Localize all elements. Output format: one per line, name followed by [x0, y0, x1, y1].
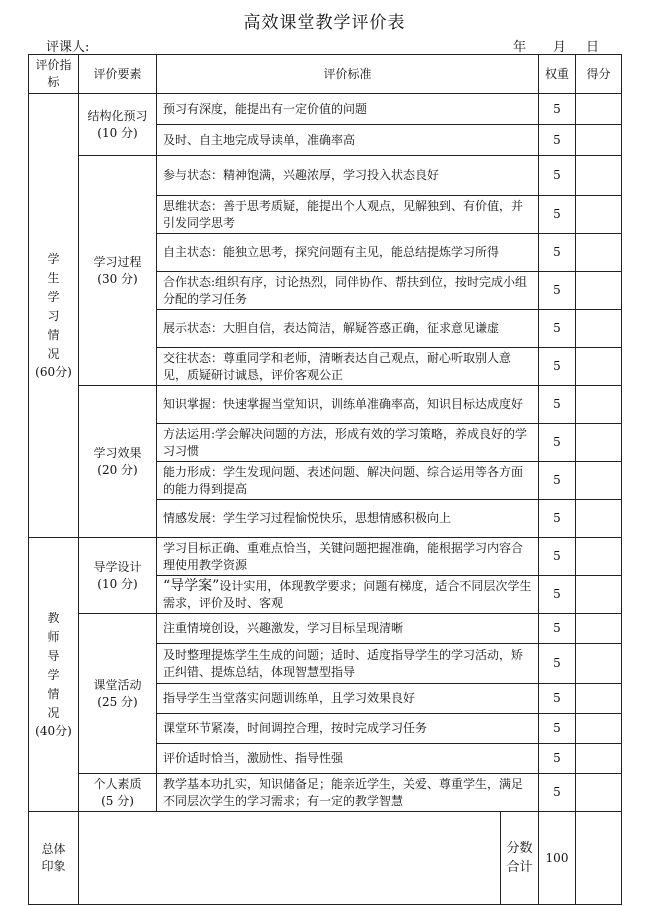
element-points: (10 分) — [97, 576, 138, 591]
footer-row — [29, 812, 622, 905]
score-cell[interactable] — [576, 424, 622, 462]
score-cell[interactable] — [576, 538, 622, 576]
element-name: 个人素质 — [93, 776, 142, 791]
standard-cell: 方法运用:学会解决问题的方法，形成有效的学习策略，养成良好的学习习惯 — [157, 424, 539, 462]
score-cell[interactable] — [576, 744, 622, 774]
score-cell[interactable] — [576, 125, 622, 156]
table-row — [29, 538, 622, 576]
element-cell — [79, 386, 157, 538]
table-row — [29, 614, 622, 644]
element-points: (20 分) — [97, 462, 138, 477]
score-cell[interactable] — [576, 614, 622, 644]
weight-cell: 5 — [539, 196, 576, 234]
weight-cell: 5 — [539, 462, 576, 500]
standard-cell: 及时、自主地完成导读单，准确率高 — [157, 125, 539, 156]
element-name: 学习过程 — [93, 254, 142, 269]
total-value: 100 — [539, 812, 576, 905]
overall-label-cell — [29, 812, 79, 905]
score-cell[interactable] — [576, 156, 622, 196]
section-teacher-points: (40分) — [35, 724, 72, 738]
standard-cell: 学习目标正确、重难点恰当，关键问题把握准确，能根据学习内容合理使用教学资源 — [157, 538, 539, 576]
score-cell[interactable] — [576, 684, 622, 714]
score-cell[interactable] — [576, 644, 622, 684]
element-cell — [79, 538, 157, 614]
standard-cell: 自主状态：能独立思考，探究问题有主见，能总结提炼学习所得 — [157, 234, 539, 272]
score-cell[interactable] — [576, 386, 622, 424]
weight-cell: 5 — [539, 94, 576, 125]
score-cell[interactable] — [576, 348, 622, 386]
score-cell[interactable] — [576, 774, 622, 812]
score-cell[interactable] — [576, 196, 622, 234]
col-indicator: 评价指标 — [29, 55, 79, 94]
standard-cell: 课堂环节紧凑，时间调控合理，按时完成学习任务 — [157, 714, 539, 744]
section-teacher — [29, 538, 79, 812]
col-standard: 评价标准 — [157, 55, 539, 94]
col-score: 得分 — [576, 55, 622, 94]
element-name: 导学设计 — [93, 559, 142, 574]
score-cell[interactable] — [576, 714, 622, 744]
standard-cell: 合作状态:组织有序，讨论热烈，同伴协作、帮扶到位，按时完成小组分配的学习任务 — [157, 272, 539, 310]
weight-cell: 5 — [539, 125, 576, 156]
section-student-label: 学生学习情况 — [47, 252, 60, 361]
standard-cell: 注重情境创设，兴趣激发，学习目标呈现清晰 — [157, 614, 539, 644]
element-points: (30 分) — [97, 271, 138, 286]
standard-cell: 思维状态：善于思考质疑，能提出个人观点，见解独到、有价值，并引发同学思考 — [157, 196, 539, 234]
table-row — [29, 156, 622, 196]
weight-cell: 5 — [539, 774, 576, 812]
standard-quote: “导学案” — [163, 577, 220, 594]
weight-cell: 5 — [539, 576, 576, 614]
weight-cell: 5 — [539, 684, 576, 714]
weight-cell: 5 — [539, 614, 576, 644]
weight-cell: 5 — [539, 744, 576, 774]
overall-impression-area[interactable] — [79, 812, 500, 904]
day-label: 日 — [586, 40, 600, 55]
standard-cell: 预习有深度，能提出有一定价值的问题 — [157, 94, 539, 125]
element-points: (25 分) — [97, 694, 138, 709]
col-element: 评价要素 — [79, 55, 157, 94]
overall-impression-cell[interactable] — [79, 812, 539, 905]
weight-cell: 5 — [539, 644, 576, 684]
standard-cell: 知识掌握：快速掌握当堂知识，训练单准确率高，知识目标达成度好 — [157, 386, 539, 424]
weight-cell: 5 — [539, 348, 576, 386]
element-name: 课堂活动 — [93, 677, 142, 692]
standard-cell: 参与状态：精神饱满，兴趣浓厚，学习投入状态良好 — [157, 156, 539, 196]
element-cell — [79, 614, 157, 774]
element-name: 结构化预习 — [87, 108, 148, 123]
year-label: 年 — [513, 40, 527, 55]
weight-cell: 5 — [539, 538, 576, 576]
weight-cell: 5 — [539, 424, 576, 462]
score-cell[interactable] — [576, 576, 622, 614]
standard-cell: 及时整理提炼学生生成的问题；适时、适度指导学生的学习活动，矫正纠错、提炼总结，体现智慧型指导 — [157, 644, 539, 684]
page-title: 高效课堂教学评价表 — [243, 13, 406, 33]
weight-cell: 5 — [539, 156, 576, 196]
weight-cell: 5 — [539, 272, 576, 310]
weight-cell: 5 — [539, 386, 576, 424]
score-cell[interactable] — [576, 234, 622, 272]
overall-label: 总体印象 — [41, 842, 66, 873]
section-teacher-label: 教师导学情况 — [47, 611, 60, 720]
table-row — [29, 94, 622, 125]
reviewer-label: 评课人: — [46, 40, 90, 55]
weight-cell: 5 — [539, 234, 576, 272]
element-cell — [79, 774, 157, 812]
weight-cell: 5 — [539, 500, 576, 538]
header-row — [29, 55, 622, 94]
standard-cell: 交往状态：尊重同学和老师，清晰表达自己观点，耐心听取别人意见，质疑研讨诚恳，评价客观公正 — [157, 348, 539, 386]
element-cell — [79, 94, 157, 156]
weight-cell: 5 — [539, 714, 576, 744]
total-label: 分数合计 — [500, 812, 538, 904]
score-cell[interactable] — [576, 310, 622, 348]
score-cell[interactable] — [576, 462, 622, 500]
table-row — [29, 774, 622, 812]
score-cell[interactable] — [576, 94, 622, 125]
standard-cell: 展示状态：大胆自信，表达简洁，解疑答惑正确，征求意见谦虚 — [157, 310, 539, 348]
element-cell — [79, 156, 157, 386]
total-score-cell[interactable] — [576, 812, 622, 905]
standard-cell: 情感发展：学生学习过程愉悦快乐，思想情感积极向上 — [157, 500, 539, 538]
element-name: 学习效果 — [93, 445, 142, 460]
standard-cell: 评价适时恰当，激励性、指导性强 — [157, 744, 539, 774]
standard-cell: 能力形成：学生发现问题、表述问题、解决问题、综合运用等各方面的能力得到提高 — [157, 462, 539, 500]
standard-cell: 指导学生当堂落实问题训练单，且学习效果良好 — [157, 684, 539, 714]
standard-cell — [157, 576, 539, 614]
element-points: (5 分) — [101, 793, 134, 808]
element-points: (10 分) — [97, 125, 138, 140]
col-weight: 权重 — [539, 55, 576, 94]
month-label: 月 — [553, 40, 567, 55]
weight-cell: 5 — [539, 310, 576, 348]
standard-text: 设计实用，体现教学要求；问题有梯度，适合不同层次学生需求，评价及时、客观 — [163, 578, 532, 610]
score-cell[interactable] — [576, 272, 622, 310]
table-row — [29, 386, 622, 424]
score-cell[interactable] — [576, 500, 622, 538]
section-student-points: (60分) — [35, 365, 72, 379]
section-student — [29, 94, 79, 538]
evaluation-table — [28, 54, 622, 905]
standard-cell: 教学基本功扎实，知识储备足；能亲近学生，关爱、尊重学生，满足不同层次学生的学习需求；有一定的教学智慧 — [157, 774, 539, 812]
